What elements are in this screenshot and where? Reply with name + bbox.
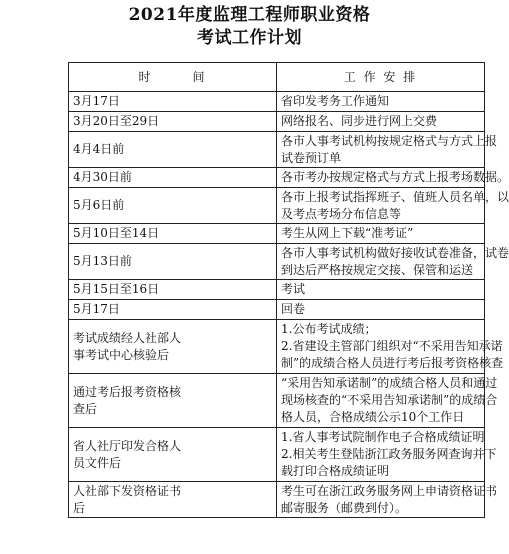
table-row <box>69 374 485 428</box>
time-text: 员文件后 <box>73 455 122 470</box>
work-text: 考生从网上下载“准考证” <box>281 226 414 240</box>
work-text: 2.相关考生登陆浙江政务服务网查询并下 <box>281 447 497 461</box>
row-time-cell <box>69 280 277 300</box>
row-work-cell <box>277 92 485 112</box>
row-work-cell <box>277 320 504 374</box>
work-text: 制”的成绩合格人员进行考后报考资格核查 <box>281 356 504 370</box>
row-time-cell <box>69 374 277 428</box>
row-time-cell <box>69 300 277 320</box>
row-work-cell <box>277 112 485 132</box>
header-time <box>69 63 277 92</box>
header-work: 工 作 安 排 <box>277 63 485 92</box>
work-text: 1.省人事考试院制作电子合格成绩证明 <box>281 430 485 444</box>
schedule-table <box>68 62 509 518</box>
table-row <box>69 428 485 482</box>
header-time-char-2: 间 <box>192 69 207 84</box>
time-text: 4月30日前 <box>73 170 132 184</box>
work-text: 考试 <box>281 282 306 296</box>
work-text: 各市人事考试机构做好接收试卷准备，试卷 <box>281 245 509 260</box>
work-text: 格人员，合格成绩公示10个工作日 <box>281 410 465 424</box>
row-work-cell <box>277 244 509 280</box>
work-text: 试卷预订单 <box>281 150 342 165</box>
row-work-cell <box>277 300 485 320</box>
row-time-cell <box>69 244 277 280</box>
time-text: 5月17日 <box>73 302 120 316</box>
table-header-row <box>69 63 485 92</box>
row-work-cell <box>277 188 509 224</box>
row-work-cell <box>277 280 485 300</box>
table-row <box>69 132 485 168</box>
work-text: 省印发考务工作通知 <box>281 94 390 108</box>
work-text: 载打印合格成绩证明 <box>281 464 390 478</box>
table-row <box>69 300 485 320</box>
row-work-cell <box>277 482 498 518</box>
row-time-cell <box>69 112 277 132</box>
document-title-line-2: 考试工作计划 <box>197 28 302 48</box>
row-time-cell <box>69 428 277 482</box>
work-text: 各市考办按规定格式与方式上报考场数据。 <box>281 170 509 184</box>
time-text: 人社部下发资格证书 <box>73 483 182 498</box>
table-row <box>69 482 485 518</box>
time-text: 省人社厅印发合格人 <box>73 438 182 453</box>
row-time-cell <box>69 92 277 112</box>
row-time-cell <box>69 482 277 518</box>
row-work-cell <box>277 132 498 168</box>
work-text: 网络报名、同步进行网上交费 <box>281 114 438 128</box>
row-time-cell <box>69 320 277 374</box>
row-work-cell <box>277 374 498 428</box>
time-text: 后 <box>73 500 86 515</box>
table-row <box>69 112 485 132</box>
time-text: 4月4日前 <box>73 142 125 156</box>
row-time-cell <box>69 168 277 188</box>
work-text: 邮寄服务（邮费到付）。 <box>281 500 408 515</box>
table-row <box>69 188 485 224</box>
document-title-line-1: 2021年度监理工程师职业资格 <box>128 5 371 25</box>
table-row <box>69 224 485 244</box>
header-time-char-1: 时 <box>138 69 153 84</box>
time-text: 通过考后报考资格核 <box>73 384 182 399</box>
table-body <box>69 92 509 518</box>
work-text: 到达后严格按规定交接、保管和运送 <box>281 262 474 277</box>
time-text: 5月15日至16日 <box>73 282 160 296</box>
row-work-cell <box>277 224 485 244</box>
time-text: 3月20日至29日 <box>73 114 160 128</box>
work-text: “采用告知承诺制”的成绩合格人员和通过 <box>281 376 498 390</box>
time-text: 5月6日前 <box>73 198 125 212</box>
row-time-cell <box>69 188 277 224</box>
time-text: 5月13日前 <box>73 254 132 268</box>
work-text: 现场核查的“不采用告知承诺制”的成绩合 <box>281 393 498 407</box>
row-work-cell <box>277 168 509 188</box>
row-time-cell <box>69 132 277 168</box>
table-row <box>69 168 485 188</box>
work-text: 及考点考场分布信息等 <box>281 206 402 221</box>
table-row <box>69 92 485 112</box>
work-text: 各市上报考试指挥班子、值班人员名单，以 <box>281 189 509 204</box>
table-row <box>69 244 485 280</box>
work-text: 1.公布考试成绩； <box>281 322 377 336</box>
time-text: 查后 <box>73 401 98 416</box>
time-text: 考试成绩经人社部人 <box>73 330 182 345</box>
table-row <box>69 320 485 374</box>
work-text: 2.省建设主管部门组织对“不采用告知承诺 <box>281 339 503 353</box>
work-text: 各市人事考试机构按规定格式与方式上报 <box>281 133 498 148</box>
row-work-cell <box>277 428 497 482</box>
time-text: 事考试中心核验后 <box>73 347 170 362</box>
row-time-cell <box>69 224 277 244</box>
work-text: 回卷 <box>281 302 306 316</box>
time-text: 5月10日至14日 <box>73 226 160 240</box>
work-text: 考生可在浙江政务服务网上申请资格证书 <box>281 483 498 498</box>
time-text: 3月17日 <box>73 94 120 108</box>
table-row <box>69 280 485 300</box>
